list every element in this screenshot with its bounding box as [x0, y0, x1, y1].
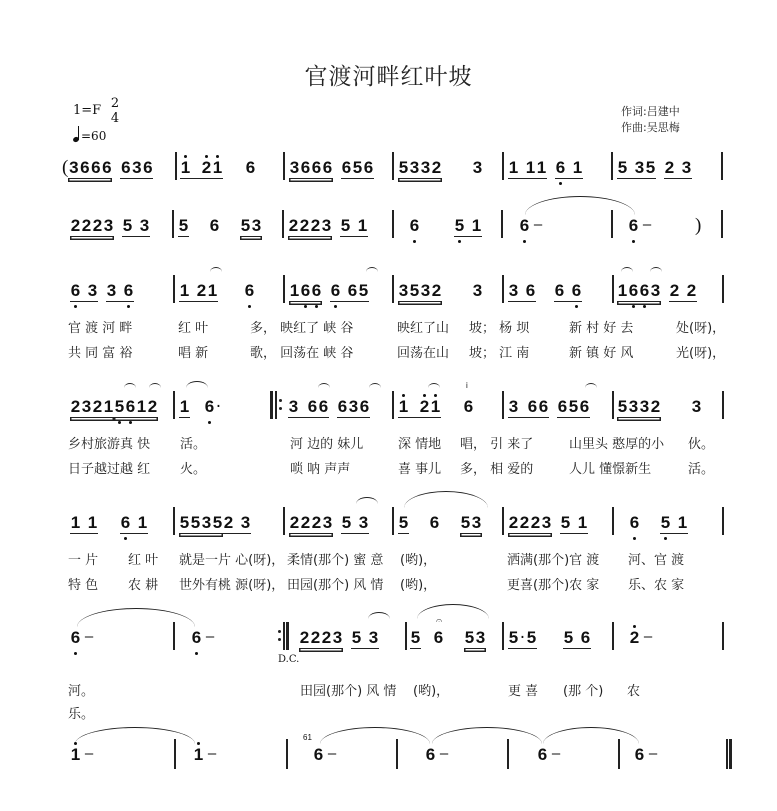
lyric: 共 同 富 裕 [68, 346, 133, 361]
composer: 作曲:吴思梅 [621, 121, 680, 134]
measure: 2 – [629, 628, 653, 647]
lyric: 农 耕 [128, 578, 159, 593]
measure: 1 – [193, 745, 217, 764]
measure: 6 – [519, 216, 543, 235]
lyric: 乐、农 家 [628, 578, 685, 593]
lyric: 坡； 杨 坝 [469, 321, 530, 336]
measure: 5 6 5 3 [178, 216, 262, 235]
lyric: 山里头 憨厚的小 [569, 437, 665, 452]
lyric: (哟)， [400, 578, 437, 593]
fermata-icon: 𝄐 [436, 614, 443, 627]
measure: 1 2 1 6 [179, 281, 255, 300]
lyric: 日子越过越 红 [68, 462, 151, 477]
slur [525, 196, 635, 215]
lyric: 一 片 [68, 553, 99, 568]
lyric: 农 [627, 684, 641, 699]
lyricist: 作词:吕建中 [621, 105, 680, 118]
repeat-start [270, 391, 276, 419]
measure: 6 – ) [628, 215, 702, 236]
measure: 5 6 5 3 [398, 513, 482, 532]
measure: 1 2 1 6 [180, 158, 256, 177]
lyric: 更喜(那个)农 家 [507, 578, 600, 593]
measure: 1 6 · [179, 397, 222, 417]
measure: 3 6 6 6 6 5 6 [289, 158, 374, 177]
measure: 5 3 5 2 3 [617, 158, 692, 177]
lyric: 火。 [180, 462, 207, 477]
lyric: (哟)， [400, 553, 437, 568]
lyric: 歌， 回荡在 峡 谷 [250, 346, 354, 361]
measure: ( 3 6 6 6 6 3 6 [62, 157, 153, 178]
lyric: 红 叶 [128, 553, 159, 568]
measure: 6 – [425, 745, 449, 764]
lyric: 坡； 江 南 [469, 346, 530, 361]
measure: 2 2 2 3 5 3 [70, 216, 150, 235]
lyric: 乐。 [68, 707, 95, 722]
measure: 6 3 3 6 [70, 281, 134, 300]
repeat-end [283, 622, 289, 650]
measure: 3 6 6 6 3 6 [288, 397, 370, 416]
measure: 1 – [70, 745, 94, 764]
measure: 6 5 1 [629, 513, 688, 532]
measure: 1 6 6 3 2 2 [617, 281, 697, 300]
lyric: 唱 新 [178, 346, 209, 361]
measure: 5 5 3 5 2 3 [179, 513, 251, 532]
measure: 6 – [70, 628, 94, 647]
lyric: 就是一片 心(呀)， [179, 553, 285, 568]
lyric: 多， 映红了 峡 谷 [250, 321, 354, 336]
lyric: (哟)， [413, 684, 450, 699]
measure: 1 1 6 1 [70, 513, 148, 532]
measure: 2 2 2 3 5 1 [508, 513, 588, 532]
lyric: 新 村 好 去 [569, 321, 634, 336]
lyric: 红 叶 [178, 321, 209, 336]
lyric: 特 色 [68, 578, 99, 593]
lyric: 官 渡 河 畔 [68, 321, 133, 336]
quarter-note-icon [73, 128, 81, 142]
lyric: 洒满(那个)官 渡 [507, 553, 600, 568]
lyric: 处(呀)， [676, 321, 726, 336]
measure: 6 – [634, 745, 658, 764]
measure: 3 6 6 6 [508, 281, 582, 300]
grace-note: i [466, 381, 468, 390]
measure: 3 6 6 6 5 6 [508, 397, 590, 416]
measure: 5 6 5 3 [410, 628, 486, 647]
lyric: 唢 呐 声声 [290, 462, 351, 477]
lyric: 光(呀)， [676, 346, 726, 361]
measure: 2 2 2 3 5 3 [299, 628, 379, 647]
measure: 5 3 3 2 3 [398, 158, 483, 177]
lyric: 深 情地 [398, 437, 442, 452]
lyric: 回荡在山 [397, 346, 450, 361]
measure: 3 5 3 2 3 [398, 281, 483, 300]
lyric: (那 个) [563, 684, 604, 699]
song-title: 官渡河畔红叶坡 [304, 64, 473, 90]
lyric: 河 边的 妹儿 [290, 437, 364, 452]
measure: 1 1 1 6 1 [508, 158, 583, 177]
lyric: 映红了山 [397, 321, 450, 336]
measure: 1 2 1 6 [398, 397, 474, 416]
measure: 6 – [313, 745, 337, 764]
measure: 6 5 1 [409, 216, 482, 235]
lyric: 活。 [688, 462, 715, 477]
time-signature: 2 4 [110, 96, 120, 126]
measure: 5 3 3 2 3 [617, 397, 702, 416]
lyric: 田园(那个) 风 情 [300, 684, 397, 699]
measure: 1 6 6 6 6 5 [289, 281, 369, 300]
credits [621, 104, 680, 136]
lyric: 新 镇 好 风 [569, 346, 634, 361]
lyric: 多， 相 爱的 [460, 462, 534, 477]
lyric: 河。 [68, 684, 95, 699]
lyric: 活。 [180, 437, 207, 452]
lyric: 柔情(那个) 蜜 意 [287, 553, 384, 568]
lyric: 喜 事儿 [398, 462, 442, 477]
grace-note: 61 [303, 733, 312, 742]
lyric: 河、官 渡 [628, 553, 685, 568]
lyric: 世外有桃 源(呀)， [179, 578, 285, 593]
lyric: 唱， 引 来了 [460, 437, 534, 452]
key-signature: 1=F [73, 103, 102, 118]
measure: 2 3 2 1 5 6 1 2 [70, 397, 158, 416]
dc-marking: D.C. [278, 654, 300, 665]
measure: 6 – [537, 745, 561, 764]
final-barline [726, 739, 732, 769]
lyric: 田园(那个) 风 情 [287, 578, 384, 593]
measure: 6 – [191, 628, 215, 647]
lyric: 乡村旅游真 快 [68, 437, 151, 452]
tempo-marking: =60 [73, 128, 106, 143]
measure: 2 2 2 3 5 3 [289, 513, 369, 532]
measure: 5 · 5 5 6 [508, 628, 591, 648]
lyric: 伙。 [688, 437, 715, 452]
lyric: 更 喜 [508, 684, 539, 699]
measure: 2 2 2 3 5 1 [288, 216, 368, 235]
lyric: 人儿 懂憬新生 [569, 462, 652, 477]
